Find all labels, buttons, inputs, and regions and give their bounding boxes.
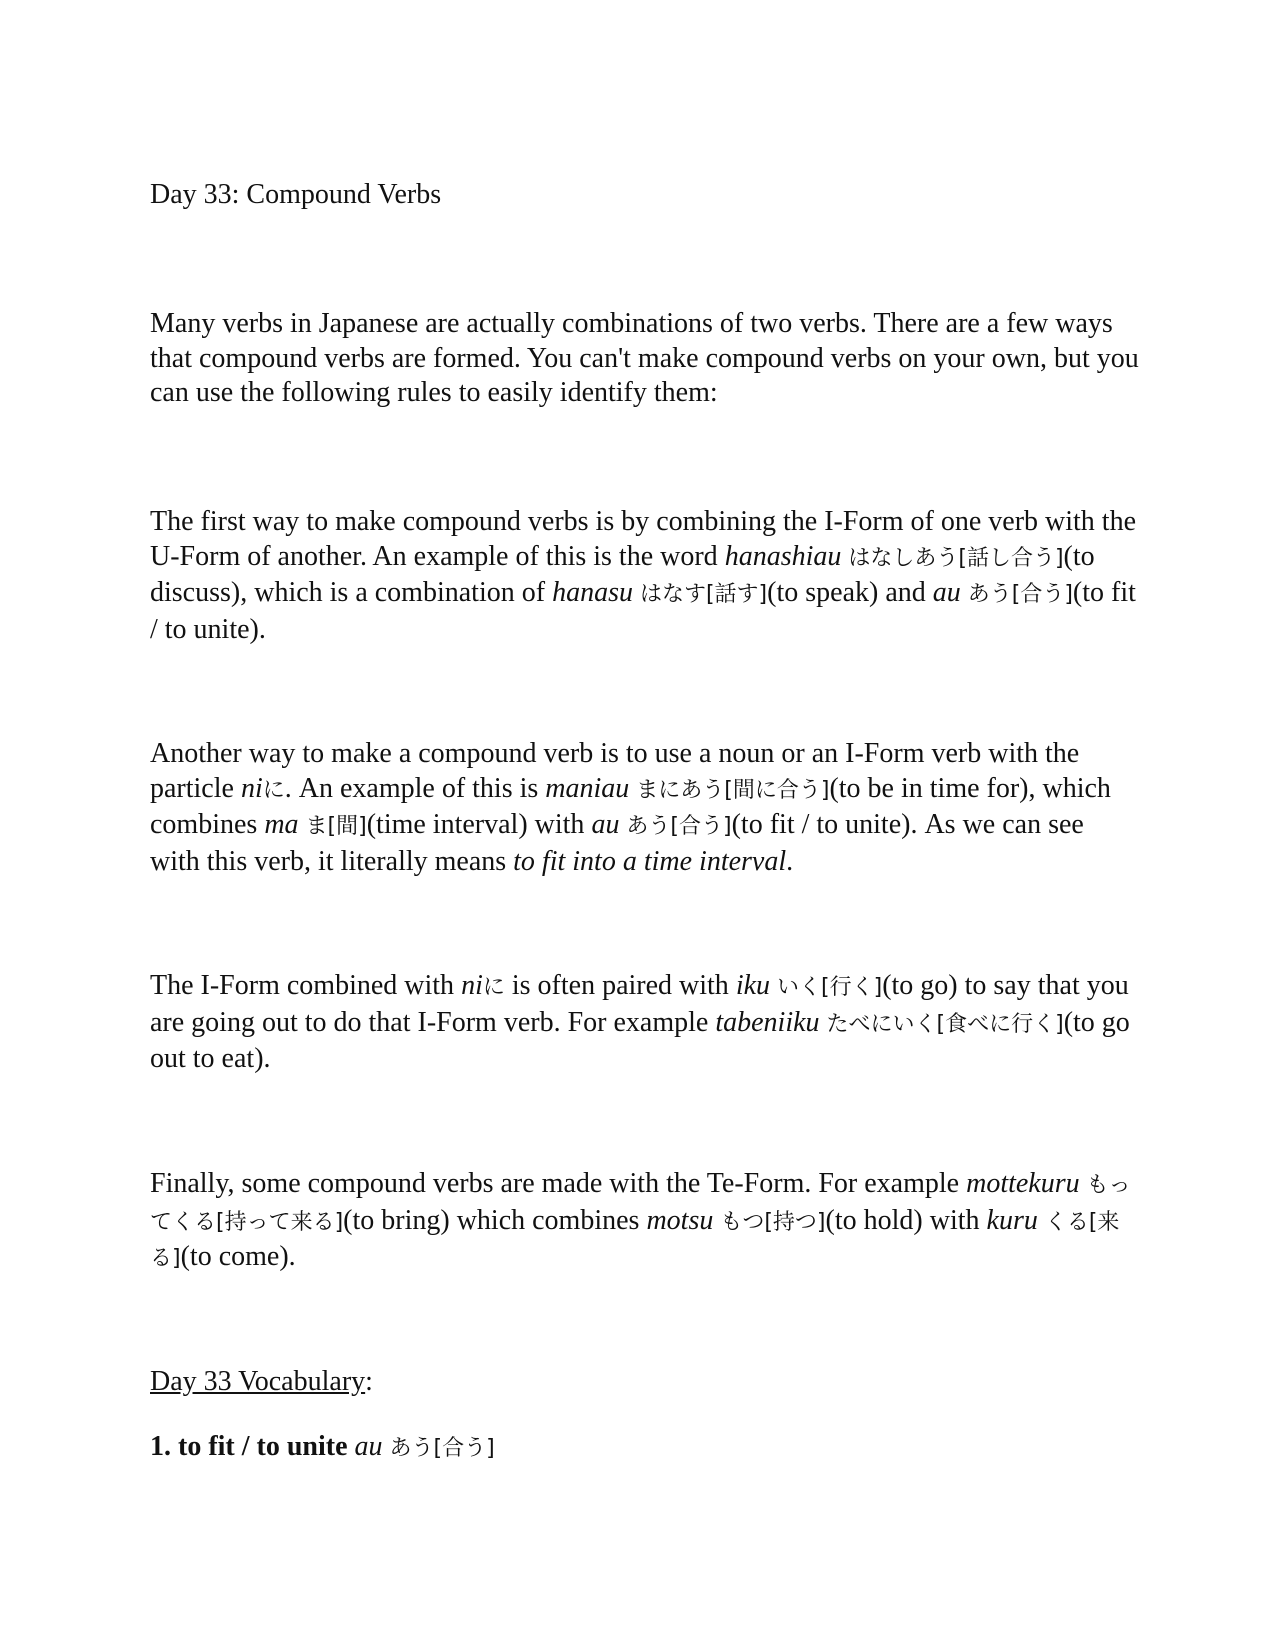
intro-paragraph: Many verbs in Japanese are actually combinations of two verbs. There are a few ways that compound verbs are formed. You can't make compound verbs on your own, but you can use the following rules to easily identify them: xyxy=(150,308,1139,408)
text-run: (time interval) with xyxy=(366,809,592,840)
text-run: The I-Form combined with xyxy=(150,970,462,1001)
text-run: is often paired with xyxy=(504,970,736,1001)
text-run: (to come). xyxy=(180,1241,296,1272)
japanese-term: まにあう[間に合う] xyxy=(629,777,830,803)
japanese-term: もつ[持つ] xyxy=(713,1209,826,1235)
romaji-term: kuru xyxy=(986,1204,1038,1236)
text-run: . An example of this is xyxy=(284,772,546,804)
text-run: (to discuss), which is a combination of xyxy=(150,540,1095,608)
japanese-term: あう[合う] xyxy=(619,814,732,839)
text-run: (to go) to say that you are going out to do that I-Form verb. For example xyxy=(150,970,1129,1038)
japanese-term: はなしあう[話し合う] xyxy=(841,545,1064,571)
page-title: Day 33: Compound Verbs xyxy=(150,179,442,210)
japanese-term: もってくる[持って来る] xyxy=(150,1173,1131,1235)
japanese-term: いく[行く] xyxy=(770,975,883,1000)
paragraph-i-form-u-form xyxy=(150,505,1140,647)
romaji-term: motsu xyxy=(646,1204,714,1236)
paragraph-te-form xyxy=(150,1167,1140,1277)
romaji-term: ni xyxy=(461,970,483,1001)
japanese-term: あう[合う] xyxy=(960,582,1073,607)
japanese-term: たべにいく[食べに行く] xyxy=(819,1011,1064,1037)
japanese-term: に xyxy=(482,975,505,1000)
text-run: . xyxy=(786,845,794,877)
text-run: (to go out to eat). xyxy=(150,1006,1130,1074)
vocabulary-item xyxy=(150,1430,495,1466)
japanese-term: あう[合う] xyxy=(382,1436,495,1461)
romaji-term: maniau xyxy=(545,772,630,804)
vocabulary-heading xyxy=(150,1365,373,1399)
romaji-term: ma xyxy=(264,809,299,840)
paragraph-particle-ni xyxy=(150,737,1140,879)
romaji-term: hanashiau xyxy=(724,540,842,572)
japanese-term: はなす[話す] xyxy=(632,582,768,607)
text-run: (to speak) and xyxy=(767,577,933,608)
text-run: Finally, some compound verbs are made with the Te-Form. For example xyxy=(150,1168,967,1199)
japanese-term: に xyxy=(262,777,285,803)
romaji-term: tabeniiku xyxy=(715,1006,820,1038)
japanese-term: ま[間] xyxy=(298,814,367,839)
romaji-term: au xyxy=(932,577,961,608)
romaji-term: ni xyxy=(240,772,263,804)
vocabulary-heading-colon: : xyxy=(365,1366,373,1397)
romaji-term: au xyxy=(591,809,620,840)
text-run: The first way to make compound verbs is by combining the I-Form of one verb with the U-Form of another. An example of this is the word xyxy=(150,506,1137,572)
vocabulary-item-label: 1. to fit / to unite xyxy=(150,1431,355,1462)
romaji-term: au xyxy=(354,1431,383,1462)
romaji-term: mottekuru xyxy=(966,1168,1080,1199)
paragraph-iku xyxy=(150,969,1140,1077)
document-page xyxy=(150,0,1140,1650)
text-run: (to be in time for), which combines xyxy=(150,772,1111,840)
japanese-term: くる[来る] xyxy=(150,1209,1120,1271)
romaji-term: iku xyxy=(735,970,771,1001)
vocabulary-heading-text: Day 33 Vocabulary xyxy=(150,1366,366,1397)
text-run: (to fit / to unite). As we can see with this verb, it literally means xyxy=(150,809,1084,877)
text-run: (to hold) with xyxy=(825,1204,987,1236)
text-run: (to fit / to unite). xyxy=(150,577,1136,645)
text-run: (to bring) which combines xyxy=(343,1204,647,1236)
romaji-term: hanasu xyxy=(552,577,633,608)
text-run: Another way to make a compound verb is to use a noun or an I-Form verb with the particle xyxy=(150,738,1080,804)
emphasis: to fit into a time interval xyxy=(513,845,787,877)
